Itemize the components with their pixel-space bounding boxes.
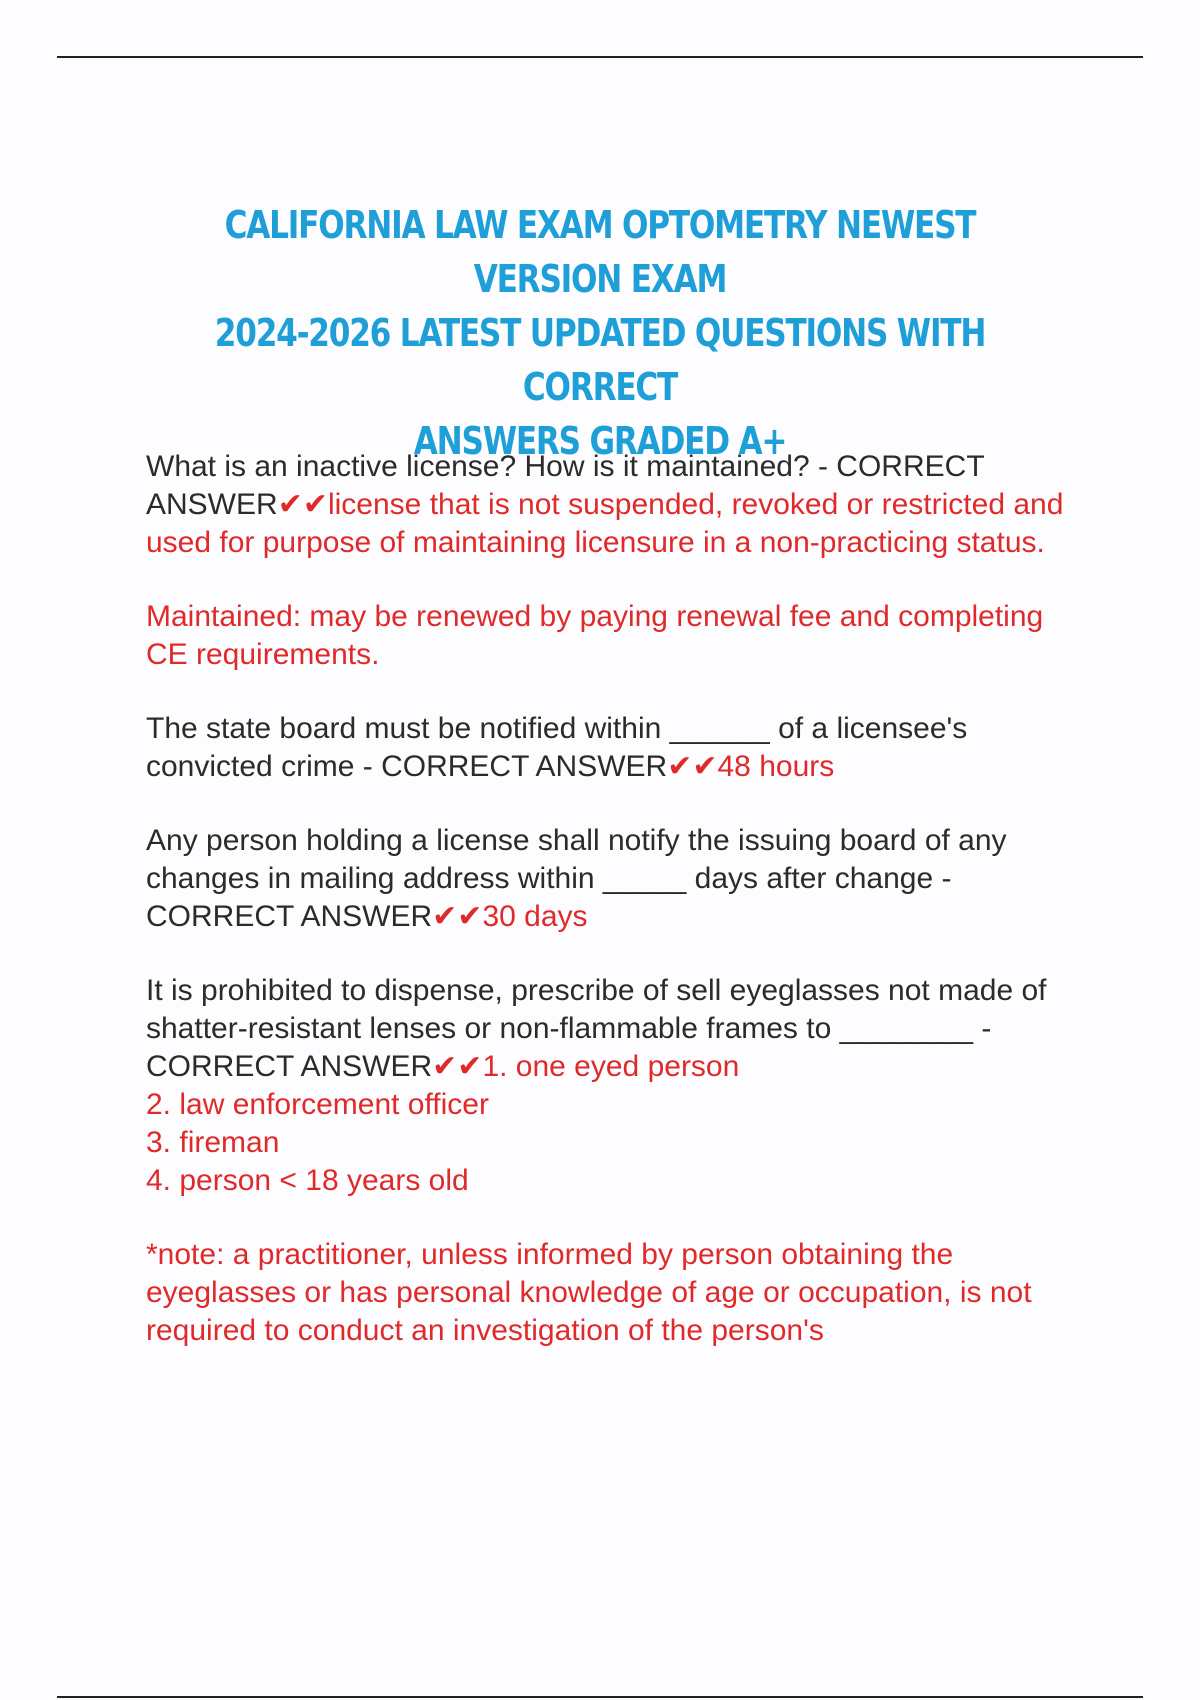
qa-content bbox=[146, 448, 1086, 1386]
answer-line-1: 1. one eyed person bbox=[482, 1050, 740, 1083]
qa-item-1 bbox=[146, 448, 1086, 562]
answer-text: 48 hours bbox=[717, 750, 835, 783]
qa-note-1 bbox=[146, 598, 1086, 674]
double-check-icon: ✔✔ bbox=[432, 1050, 483, 1083]
qa-item-4 bbox=[146, 972, 1086, 1200]
note-text: Maintained: may be renewed by paying renewal fee and completing CE requirements. bbox=[146, 600, 1044, 671]
title-line-2: 2024-2026 LATEST UPDATED QUESTIONS WITH CORRECT bbox=[214, 311, 986, 409]
answer-line-3: 3. fireman bbox=[146, 1126, 280, 1159]
note-text: *note: a practitioner, unless informed by person obtaining the eyeglasses or has personal knowledge of age or occupation, is not required to conduct an investigation of the person's bbox=[146, 1238, 1032, 1347]
qa-item-2 bbox=[146, 710, 1086, 786]
question-text: Any person holding a license shall notify the issuing board of any changes in mailing address within _____ days after change - CORRECT ANSWER bbox=[146, 824, 1007, 933]
qa-note-2 bbox=[146, 1236, 1086, 1350]
double-check-icon: ✔✔ bbox=[432, 900, 483, 933]
question-text: The state board must be notified within ______ of a licensee's convicted crime - CORRECT ANSWER bbox=[146, 712, 968, 783]
bottom-rule bbox=[57, 1696, 1143, 1698]
title-line-3: ANSWERS GRADED A+ bbox=[413, 419, 787, 463]
qa-item-3 bbox=[146, 822, 1086, 936]
answer-text: 30 days bbox=[482, 900, 588, 933]
question-text: It is prohibited to dispense, prescribe of sell eyeglasses not made of shatter-resistant lenses or non-flammable frames to ________ - CORRECT ANSWER bbox=[146, 974, 1047, 1083]
answer-line-2: 2. law enforcement officer bbox=[146, 1088, 489, 1121]
answer-line-4: 4. person < 18 years old bbox=[146, 1164, 469, 1197]
document-title bbox=[190, 198, 1010, 468]
double-check-icon: ✔✔ bbox=[277, 488, 328, 521]
question-text: What is an inactive license? How is it maintained? - CORRECT ANSWER bbox=[146, 450, 985, 521]
title-line-1: CALIFORNIA LAW EXAM OPTOMETRY NEWEST VERSION EXAM bbox=[224, 203, 976, 301]
answer-text: license that is not suspended, revoked or restricted and used for purpose of maintaining licensure in a non-practicing status. bbox=[146, 488, 1064, 559]
top-rule bbox=[57, 56, 1143, 58]
double-check-icon: ✔✔ bbox=[667, 750, 718, 783]
